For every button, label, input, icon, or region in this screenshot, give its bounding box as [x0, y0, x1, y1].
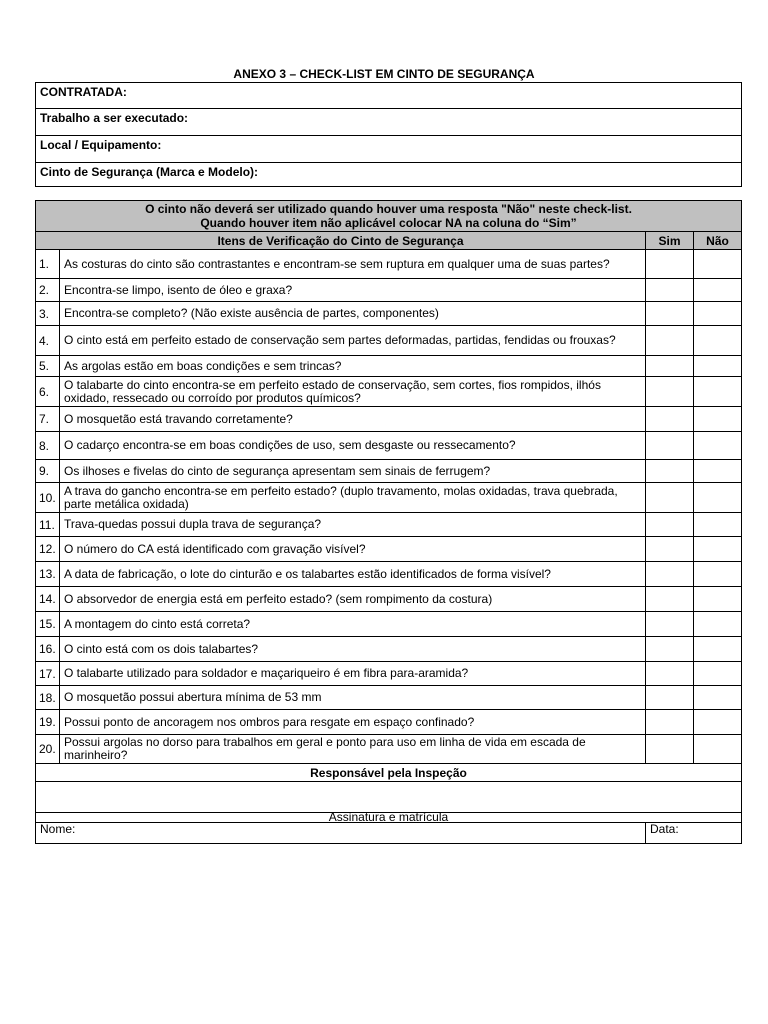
nao-checkbox-cell[interactable]	[694, 302, 742, 326]
nao-checkbox-cell[interactable]	[694, 686, 742, 710]
nao-checkbox-cell[interactable]	[694, 377, 742, 407]
item-text: O talabarte do cinto encontra-se em perfeito estado de conservação, sem cortes, fios rompidos, ilhós oxidado, ressecado ou corroído por produtos químicos?	[60, 377, 646, 407]
item-number: 18.	[36, 686, 60, 710]
item-number: 16.	[36, 637, 60, 662]
item-number: 2.	[36, 279, 60, 302]
checklist-table	[35, 200, 742, 844]
table-row	[36, 612, 742, 637]
item-text: O cadarço encontra-se em boas condições de uso, sem desgaste ou ressecamento?	[60, 432, 646, 460]
nao-checkbox-cell[interactable]	[694, 637, 742, 662]
table-row	[36, 250, 742, 279]
column-header-items: Itens de Verificação do Cinto de Segurança	[36, 232, 646, 250]
nao-checkbox-cell[interactable]	[694, 432, 742, 460]
nao-checkbox-cell[interactable]	[694, 326, 742, 356]
table-row	[36, 302, 742, 326]
item-number: 20.	[36, 735, 60, 764]
table-row	[36, 377, 742, 407]
item-text: Encontra-se limpo, isento de óleo e graxa?	[60, 279, 646, 302]
nao-checkbox-cell[interactable]	[694, 710, 742, 735]
item-text: A montagem do cinto está correta?	[60, 612, 646, 637]
item-number: 8.	[36, 432, 60, 460]
sim-checkbox-cell[interactable]	[646, 460, 694, 483]
signature-caption: Assinatura e matrícula	[36, 813, 742, 823]
field-trabalho[interactable]: Trabalho a ser executado:	[36, 109, 742, 136]
table-row	[36, 587, 742, 612]
table-row	[36, 460, 742, 483]
item-text: O absorvedor de energia está em perfeito estado? (sem rompimento da costura)	[60, 587, 646, 612]
table-row	[36, 407, 742, 432]
table-row	[36, 710, 742, 735]
field-contratada[interactable]: CONTRATADA:	[36, 83, 742, 109]
table-row	[36, 662, 742, 686]
nao-checkbox-cell[interactable]	[694, 483, 742, 513]
signature-area[interactable]	[36, 782, 742, 813]
item-number: 5.	[36, 356, 60, 377]
item-number: 4.	[36, 326, 60, 356]
item-text: Possui argolas no dorso para trabalhos em geral e ponto para uso em linha de vida em escada de marinheiro?	[60, 735, 646, 764]
item-text: O mosquetão possui abertura mínima de 53 mm	[60, 686, 646, 710]
item-text: A trava do gancho encontra-se em perfeito estado? (duplo travamento, molas oxidadas, trava quebrada, parte metálica oxidada)	[60, 483, 646, 513]
nao-checkbox-cell[interactable]	[694, 562, 742, 587]
item-text: O mosquetão está travando corretamente?	[60, 407, 646, 432]
table-row	[36, 326, 742, 356]
table-row	[36, 432, 742, 460]
table-row	[36, 562, 742, 587]
sim-checkbox-cell[interactable]	[646, 326, 694, 356]
item-number: 13.	[36, 562, 60, 587]
sim-checkbox-cell[interactable]	[646, 432, 694, 460]
item-number: 12.	[36, 537, 60, 562]
nao-checkbox-cell[interactable]	[694, 537, 742, 562]
sim-checkbox-cell[interactable]	[646, 735, 694, 764]
item-text: O talabarte utilizado para soldador e maçariqueiro é em fibra para-aramida?	[60, 662, 646, 686]
notice-line-1: O cinto não deverá ser utilizado quando houver uma resposta "Não" neste check-list.	[145, 202, 632, 216]
document-title: ANEXO 3 – CHECK-LIST EM CINTO DE SEGURANÇA	[233, 67, 535, 81]
field-local-equipamento[interactable]: Local / Equipamento:	[36, 136, 742, 163]
item-text: O número do CA está identificado com gravação visível?	[60, 537, 646, 562]
item-number: 3.	[36, 302, 60, 326]
item-text: Encontra-se completo? (Não existe ausência de partes, componentes)	[60, 302, 646, 326]
responsible-heading: Responsável pela Inspeção	[36, 764, 742, 782]
checklist-items	[36, 250, 742, 764]
sim-checkbox-cell[interactable]	[646, 483, 694, 513]
nao-checkbox-cell[interactable]	[694, 460, 742, 483]
warning-notice	[36, 201, 742, 232]
table-row	[36, 513, 742, 537]
item-number: 9.	[36, 460, 60, 483]
date-field[interactable]: Data:	[646, 823, 742, 844]
sim-checkbox-cell[interactable]	[646, 637, 694, 662]
item-text: Os ilhoses e fivelas do cinto de segurança apresentam sem sinais de ferrugem?	[60, 460, 646, 483]
item-number: 11.	[36, 513, 60, 537]
nao-checkbox-cell[interactable]	[694, 513, 742, 537]
column-header-nao: Não	[694, 232, 742, 250]
item-number: 15.	[36, 612, 60, 637]
nao-checkbox-cell[interactable]	[694, 356, 742, 377]
nao-checkbox-cell[interactable]	[694, 662, 742, 686]
nao-checkbox-cell[interactable]	[694, 612, 742, 637]
sim-checkbox-cell[interactable]	[646, 710, 694, 735]
nao-checkbox-cell[interactable]	[694, 250, 742, 279]
table-row	[36, 356, 742, 377]
sim-checkbox-cell[interactable]	[646, 302, 694, 326]
name-field[interactable]: Nome:	[36, 823, 646, 844]
table-row	[36, 279, 742, 302]
sim-checkbox-cell[interactable]	[646, 513, 694, 537]
header-fields-table	[35, 82, 742, 187]
table-row	[36, 483, 742, 513]
sim-checkbox-cell[interactable]	[646, 279, 694, 302]
item-number: 1.	[36, 250, 60, 279]
sim-checkbox-cell[interactable]	[646, 612, 694, 637]
item-text: O cinto está com os dois talabartes?	[60, 637, 646, 662]
column-header-sim: Sim	[646, 232, 694, 250]
item-number: 19.	[36, 710, 60, 735]
item-number: 7.	[36, 407, 60, 432]
sim-checkbox-cell[interactable]	[646, 407, 694, 432]
sim-checkbox-cell[interactable]	[646, 587, 694, 612]
item-text: Trava-quedas possui dupla trava de segurança?	[60, 513, 646, 537]
sim-checkbox-cell[interactable]	[646, 686, 694, 710]
item-number: 6.	[36, 377, 60, 407]
nao-checkbox-cell[interactable]	[694, 587, 742, 612]
table-row	[36, 735, 742, 764]
item-number: 17.	[36, 662, 60, 686]
item-text: A data de fabricação, o lote do cinturão e os talabartes estão identificados de forma visível?	[60, 562, 646, 587]
item-text: As costuras do cinto são contrastantes e encontram-se sem ruptura em qualquer uma de suas partes?	[60, 250, 646, 279]
nao-checkbox-cell[interactable]	[694, 279, 742, 302]
item-text: O cinto está em perfeito estado de conservação sem partes deformadas, partidas, fendidas ou frouxas?	[60, 326, 646, 356]
notice-line-2: Quando houver item não aplicável colocar NA na coluna do “Sim”	[200, 216, 577, 230]
item-text: As argolas estão em boas condições e sem trincas?	[60, 356, 646, 377]
sim-checkbox-cell[interactable]	[646, 562, 694, 587]
item-text: Possui ponto de ancoragem nos ombros para resgate em espaço confinado?	[60, 710, 646, 735]
table-row	[36, 686, 742, 710]
table-row	[36, 637, 742, 662]
sim-checkbox-cell[interactable]	[646, 377, 694, 407]
sim-checkbox-cell[interactable]	[646, 356, 694, 377]
item-number: 10.	[36, 483, 60, 513]
nao-checkbox-cell[interactable]	[694, 735, 742, 764]
sim-checkbox-cell[interactable]	[646, 537, 694, 562]
nao-checkbox-cell[interactable]	[694, 407, 742, 432]
table-row	[36, 537, 742, 562]
item-number: 14.	[36, 587, 60, 612]
sim-checkbox-cell[interactable]	[646, 662, 694, 686]
sim-checkbox-cell[interactable]	[646, 250, 694, 279]
field-cinto-marca-modelo[interactable]: Cinto de Segurança (Marca e Modelo):	[36, 163, 742, 187]
